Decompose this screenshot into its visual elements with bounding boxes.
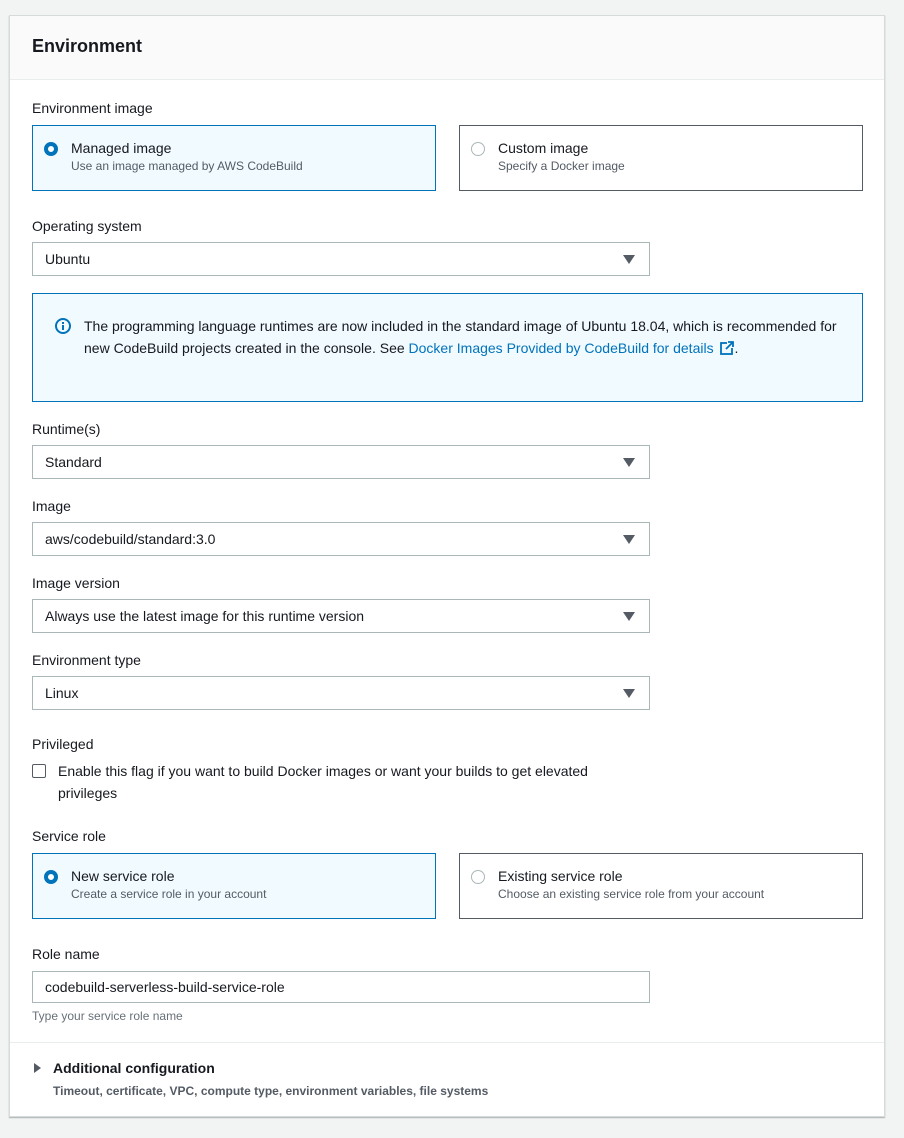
caret-down-icon (623, 689, 635, 698)
runtime-value: Standard (45, 454, 102, 470)
service-role-label: Service role (32, 828, 106, 844)
panel-header (10, 16, 884, 80)
environment-type-value: Linux (45, 685, 79, 701)
custom-image-desc: Specify a Docker image (498, 159, 625, 173)
existing-service-role-title: Existing service role (498, 868, 623, 884)
operating-system-value: Ubuntu (45, 251, 91, 267)
managed-image-radio[interactable] (44, 142, 58, 156)
info-icon (55, 318, 71, 334)
caret-down-icon (623, 535, 635, 544)
role-name-label: Role name (32, 946, 100, 962)
new-service-role-option[interactable] (32, 853, 436, 919)
environment-image-label: Environment image (32, 100, 153, 116)
panel-title: Environment (32, 36, 143, 56)
managed-image-option[interactable] (32, 125, 436, 191)
managed-image-title: Managed image (71, 140, 172, 156)
privileged-checkbox-label[interactable]: Enable this flag if you want to build Docker images or want your builds to get elevated privileges (58, 763, 588, 801)
external-link-icon (720, 341, 734, 355)
info-alert (32, 293, 863, 402)
privileged-checkbox[interactable] (32, 764, 46, 778)
custom-image-option[interactable] (459, 125, 863, 191)
info-message: The programming language runtimes are now included in the standard image of Ubuntu 18.04, which is recommended for new CodeBuild projects created in the console. See (84, 318, 837, 356)
role-name-input[interactable] (32, 971, 650, 1003)
docker-images-link[interactable] (409, 340, 735, 356)
privileged-label: Privileged (32, 736, 94, 752)
environment-type-label: Environment type (32, 652, 141, 668)
caret-down-icon (623, 458, 635, 467)
info-suffix: . (734, 340, 739, 356)
docker-images-link-text: Docker Images Provided by CodeBuild for details (408, 340, 714, 356)
new-service-role-radio[interactable] (44, 870, 58, 884)
image-label: Image (32, 498, 71, 514)
caret-down-icon (623, 255, 635, 264)
caret-down-icon (623, 612, 635, 621)
image-value: aws/codebuild/standard:3.0 (45, 531, 216, 547)
caret-right-icon[interactable] (34, 1063, 41, 1073)
runtime-select[interactable] (32, 445, 650, 479)
environment-type-select[interactable] (32, 676, 650, 710)
environment-panel (9, 15, 885, 1117)
existing-service-role-radio[interactable] (471, 870, 485, 884)
operating-system-label: Operating system (32, 218, 142, 234)
custom-image-title: Custom image (498, 140, 589, 156)
divider (10, 1042, 884, 1043)
runtime-label: Runtime(s) (32, 421, 101, 437)
role-name-value: codebuild-serverless-build-service-role (45, 979, 285, 995)
existing-service-role-option[interactable] (459, 853, 863, 919)
role-name-hint: Type your service role name (32, 1009, 183, 1023)
new-service-role-title: New service role (71, 868, 175, 884)
image-version-value: Always use the latest image for this runtime version (45, 608, 365, 624)
managed-image-desc: Use an image managed by AWS CodeBuild (71, 159, 303, 173)
info-text (84, 315, 844, 359)
additional-configuration-toggle[interactable]: Additional configuration (53, 1060, 215, 1076)
operating-system-select[interactable] (32, 242, 650, 276)
image-version-label: Image version (32, 575, 120, 591)
custom-image-radio[interactable] (471, 142, 485, 156)
new-service-role-desc: Create a service role in your account (71, 887, 267, 901)
image-version-select[interactable] (32, 599, 650, 633)
existing-service-role-desc: Choose an existing service role from your account (498, 887, 765, 901)
additional-configuration-desc: Timeout, certificate, VPC, compute type, environment variables, file systems (53, 1084, 489, 1098)
image-select[interactable] (32, 522, 650, 556)
